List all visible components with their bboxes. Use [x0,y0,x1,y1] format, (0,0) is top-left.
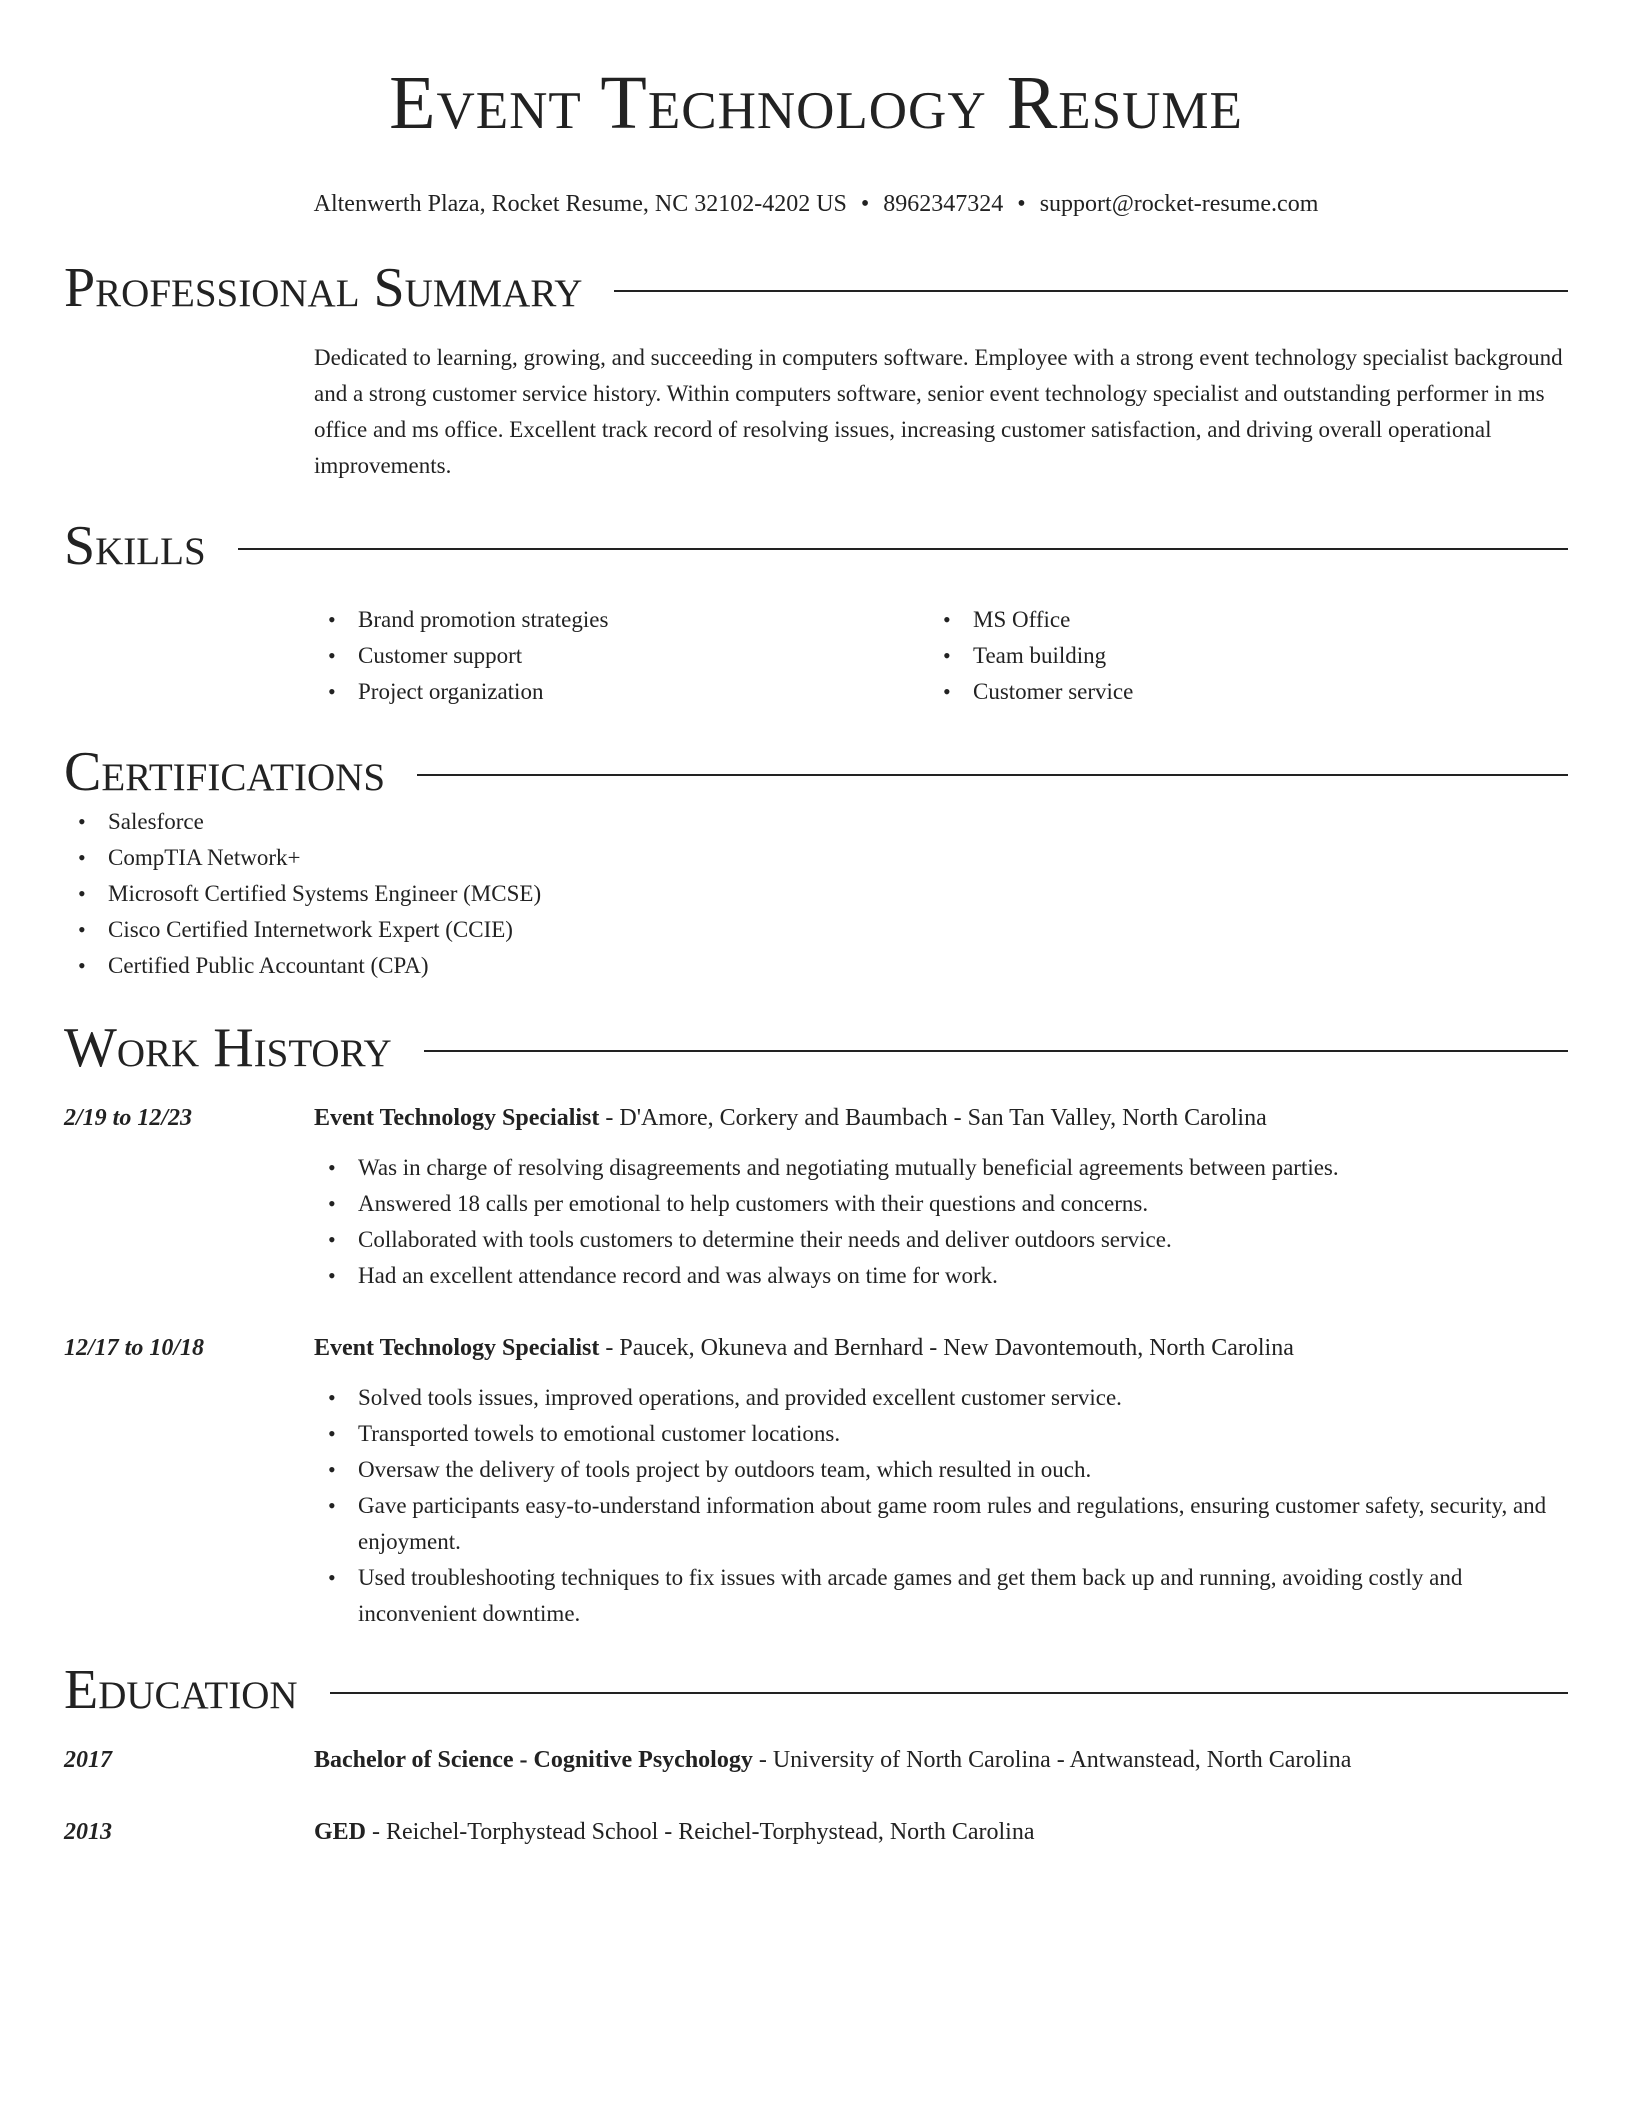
certification-item: • Certified Public Accountant (CPA) [64,948,1568,984]
contact-separator: • [860,191,870,217]
work-entry [64,1330,1568,1632]
education-year: 2013 [64,1819,112,1845]
work-dates: 12/17 to 10/18 [64,1335,205,1361]
work-content [314,1100,1568,1294]
certification-item: • Salesforce [64,804,1568,840]
contact-address: Altenwerth Plaza, Rocket Resume, NC 32102-4202 US [313,191,847,217]
work-bullet: • Was in charge of resolving disagreements and negotiating mutually beneficial agreements between parties. [314,1150,1568,1186]
certification-item: • CompTIA Network+ [64,840,1568,876]
work-bullet: • Oversaw the delivery of tools project by outdoors team, which resulted in ouch. [314,1452,1568,1488]
work-content [314,1330,1568,1632]
work-dates: 2/19 to 12/23 [64,1105,193,1131]
section-divider [424,1050,1568,1052]
work-bullet: • Had an excellent attendance record and was always on time for work. [314,1258,1568,1294]
skill-item: • Customer service [929,674,1544,710]
work-bullet: • Solved tools issues, improved operations, and provided excellent customer service. [314,1380,1568,1416]
contact-phone: 8962347324 [883,191,1004,217]
degree-name: GED [314,1819,367,1845]
section-divider [238,548,1568,550]
section-title-work: Work History [64,1017,392,1079]
employer-details: - D'Amore, Corkery and Baumbach - San Tan Valley, North Carolina [599,1105,1267,1131]
employer-details: - Paucek, Okuneva and Bernhard - New Davontemouth, North Carolina [599,1335,1294,1361]
education-heading [314,1814,1568,1850]
education-year: 2017 [64,1747,112,1773]
job-title: Event Technology Specialist [314,1105,600,1131]
section-title-summary: Professional Summary [64,257,583,319]
skill-item: • Team building [929,638,1544,674]
degree-name: Bachelor of Science - Cognitive Psychology [314,1747,753,1773]
skills-list [314,602,1568,710]
section-divider [614,290,1568,292]
education-content [314,1814,1568,1850]
work-entry [64,1100,1568,1294]
work-bullet: • Transported towels to emotional customer locations. [314,1416,1568,1452]
certification-item: • Cisco Certified Internetwork Expert (CCIE) [64,912,1568,948]
contact-line [64,188,1568,220]
section-divider [417,774,1568,776]
school-details: - Reichel-Torphystead School - Reichel-Torphystead, North Carolina [366,1819,1035,1845]
job-title: Event Technology Specialist [314,1335,600,1361]
contact-separator: • [1017,191,1026,217]
work-bullet: • Used troubleshooting techniques to fix issues with arcade games and get them back up and running, avoiding costly and inconvenient downtime. [314,1560,1568,1632]
contact-email: support@rocket-resume.com [1039,191,1319,217]
section-header-skills [64,514,1568,578]
skill-item: • MS Office [929,602,1544,638]
section-title-certifications: Certifications [64,741,386,803]
certifications-list [64,804,1568,984]
skill-item: • Brand promotion strategies [314,602,929,638]
school-details: - University of North Carolina - Antwanstead, North Carolina [752,1747,1352,1773]
certification-item: • Microsoft Certified Systems Engineer (MCSE) [64,876,1568,912]
section-header-summary [64,256,1568,320]
skill-item: • Customer support [314,638,929,674]
education-entry [64,1814,1568,1850]
page-title: Event Technology Resume [389,61,1243,145]
work-bullets [314,1150,1568,1294]
section-title-skills: Skills [64,515,206,577]
work-bullet: • Collaborated with tools customers to determine their needs and deliver outdoors service. [314,1222,1568,1258]
skills-column-left [314,602,929,710]
skill-item: • Project organization [314,674,929,710]
work-bullet: • Gave participants easy-to-understand information about game room rules and regulations, ensuring customer safety, security, and enjoyment. [314,1488,1568,1560]
education-content [314,1742,1568,1778]
section-title-education: Education [64,1659,298,1721]
section-header-certifications [64,740,1568,804]
section-header-education [64,1658,1568,1722]
section-header-work [64,1016,1568,1080]
work-bullets [314,1380,1568,1632]
section-divider [330,1692,1568,1694]
work-heading [314,1330,1568,1366]
education-heading [314,1742,1568,1778]
education-entry [64,1742,1568,1778]
summary-text: Dedicated to learning, growing, and succeeding in computers software. Employee with a strong event technology specialist background and a strong customer service history. Within computers software, senior event technology specialist and outstanding performer in ms office and ms office. Excellent track record of resolving issues, increasing customer satisfaction, and driving overall operational improvements. [314,345,1563,478]
work-heading [314,1100,1568,1136]
work-bullet: • Answered 18 calls per emotional to help customers with their questions and concerns. [314,1186,1568,1222]
skills-column-right [929,602,1544,710]
